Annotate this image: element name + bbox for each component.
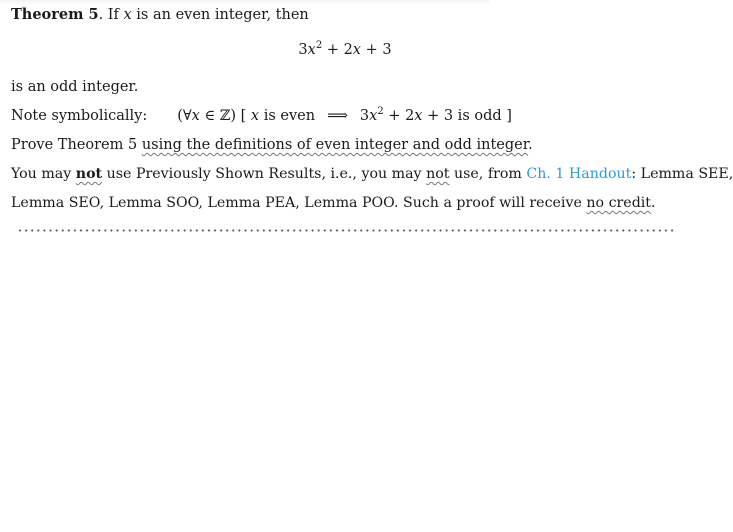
restriction-line-2: Lemma SEO, Lemma SOO, Lemma PEA, Lemma POO. Such a proof will receive no credit. xyxy=(11,195,656,211)
implies-arrow: ⟹ xyxy=(327,108,348,124)
dotted-separator xyxy=(17,229,677,232)
not-emphasis: not xyxy=(426,166,450,182)
definitions-emphasis: using the definitions of even integer and odd integer xyxy=(141,137,529,153)
theorem-statement: Theorem 5. If x is an even integer, then xyxy=(11,6,309,23)
no-credit-emphasis: no credit xyxy=(586,195,652,211)
theorem-label: Theorem 5 xyxy=(11,6,99,23)
prove-instruction: Prove Theorem 5 using the definitions of even integer and odd integer. xyxy=(11,137,533,153)
symbolic-note: Note symbolically: (∀x ∈ ℤ) [ x is even ⟹ $3x^2 + 2x + 3$ is odd ] xyxy=(11,106,512,124)
handout-link[interactable]: Ch. 1 Handout xyxy=(526,166,632,182)
display-equation: $3x^2 + 2x + 3$ xyxy=(298,40,392,58)
theorem-conclusion: is an odd integer. xyxy=(11,79,139,95)
not-emphasis-bold: not xyxy=(75,166,103,182)
restriction-line-1: You may not use Previously Shown Results, i.e., you may not use, from Ch. 1 Handout: Lemma SEE, xyxy=(11,166,733,182)
symbolic-label: Note symbolically: xyxy=(11,108,148,124)
